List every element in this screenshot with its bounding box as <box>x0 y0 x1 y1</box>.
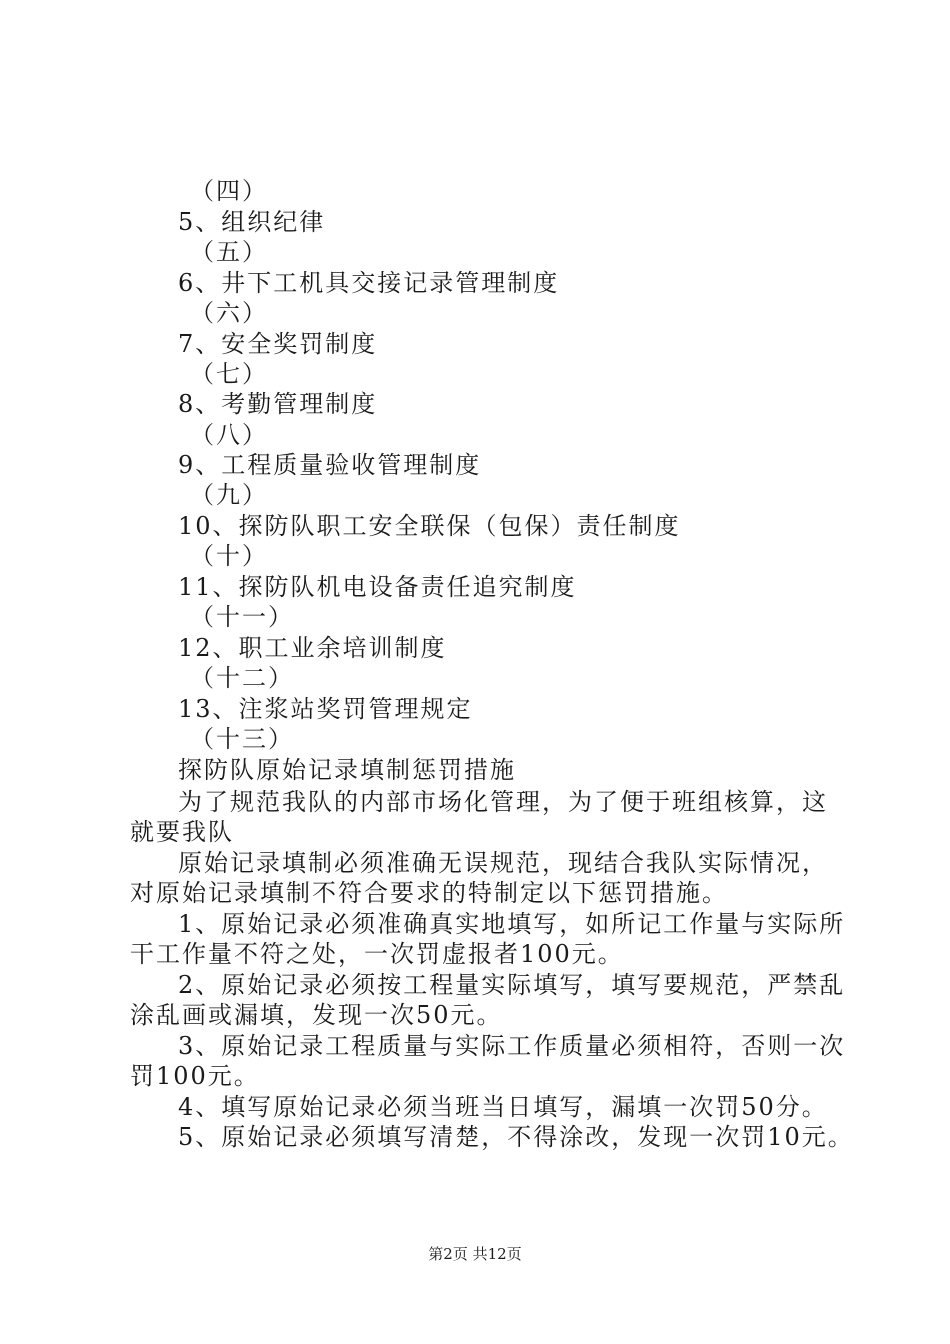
toc-line: （四） <box>190 177 268 205</box>
toc-line: （五） <box>190 238 268 266</box>
body-line: 2、原始记录必须按工程量实际填写，填写要规范，严禁乱 <box>178 971 846 999</box>
toc-line: （九） <box>190 481 268 509</box>
toc-line: （七） <box>190 360 268 388</box>
body-line: 3、原始记录工程质量与实际工作质量必须相符，否则一次 <box>178 1032 846 1060</box>
toc-line: 11、探防队机电设备责任追究制度 <box>178 573 577 601</box>
body-line: 4、填写原始记录必须当班当日填写，漏填一次罚50分。 <box>178 1093 828 1121</box>
toc-line: 8、考勤管理制度 <box>178 390 378 418</box>
body-line: 涂乱画或漏填，发现一次50元。 <box>130 1001 503 1029</box>
toc-line: 12、职工业余培训制度 <box>178 634 447 662</box>
toc-line: 9、工程质量验收管理制度 <box>178 451 482 479</box>
toc-line: 10、探防队职工安全联保（包保）责任制度 <box>178 512 681 540</box>
toc-line: 7、安全奖罚制度 <box>178 330 378 358</box>
body-line: 罚100元。 <box>130 1062 260 1090</box>
body-line: 为了规范我队的内部市场化管理，为了便于班组核算，这 <box>178 788 828 816</box>
toc-line: 6、井下工机具交接记录管理制度 <box>178 269 560 297</box>
toc-line: （六） <box>190 299 268 327</box>
section-title: 探防队原始记录填制惩罚措施 <box>178 756 516 784</box>
toc-line: 13、注浆站奖罚管理规定 <box>178 695 473 723</box>
toc-line: （十） <box>190 542 268 570</box>
body-line: 5、原始记录必须填写清楚，不得涂改，发现一次罚10元。 <box>178 1123 854 1151</box>
toc-line: （十一） <box>190 603 294 631</box>
body-line: 干工作量不符之处，一次罚虚报者100元。 <box>130 940 624 968</box>
body-line: 对原始记录填制不符合要求的特制定以下惩罚措施。 <box>130 879 728 907</box>
toc-line: （十二） <box>190 664 294 692</box>
toc-line: （十三） <box>190 725 294 753</box>
toc-line: 5、组织纪律 <box>178 208 326 236</box>
body-line: 1、原始记录必须准确真实地填写，如所记工作量与实际所 <box>178 910 846 938</box>
page-footer: 第2页 共12页 <box>428 1245 522 1263</box>
body-line: 原始记录填制必须准确无误规范，现结合我队实际情况， <box>178 849 828 877</box>
toc-line: （八） <box>190 421 268 449</box>
body-line: 就要我队 <box>130 818 234 846</box>
